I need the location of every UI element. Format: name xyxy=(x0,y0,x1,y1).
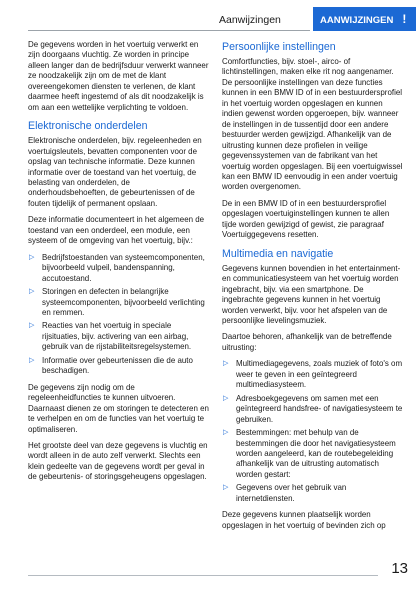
list-item xyxy=(28,321,210,352)
triangle-right-icon: ▷ xyxy=(29,322,35,330)
triangle-right-icon: ▷ xyxy=(223,394,229,402)
running-header-tab xyxy=(313,7,416,31)
list-item-text: Gegevens over het gebruik van internetdiensten. xyxy=(236,483,347,503)
paragraph: De gegevens zijn nodig om de regeleenheidfuncties te kunnen uitvoeren. Daarnaast dienen ze om storingen te detecteren en te verhelpen en om de functies van het voertuig te optimaliseren. xyxy=(28,382,209,434)
page-number: 13 xyxy=(391,560,408,577)
paragraph: Comfortfuncties, bijv. stoel-, airco- of lichtinstellingen, maken elke rit nog aangenamer. De persoonlijke instellingen van deze functies kunnen in een BMW ID of in een bestuurdersprofiel in het voertuig worden opgeslagen en kunnen indien gewenst worden opgeroepen, bijv. wanneer de instellingen in de tussentijd door een andere bestuurder werden gewijzigd. Afhankelijk van de uitrusting kunnen deze profielen in veilige gegevenssystemen van de fabrikant van het voertuig worden opgeslagen. Bij een voertuigwissel kan een BMW ID eenvoudig in een ander voertuig worden overgenomen. xyxy=(222,57,403,192)
triangle-right-icon: ▷ xyxy=(29,288,35,296)
header-tab-label: AANWIJZINGEN xyxy=(320,15,394,26)
triangle-right-icon: ▷ xyxy=(29,356,35,364)
list-item-text: Storingen en defecten in belangrijke systeemcomponenten, bijvoorbeeld verlichting en remmen. xyxy=(42,287,205,317)
list-item-text: Bestemmingen: met behulp van de bestemmingen die door het navigatiesysteem worden aangeleerd, kan de routebegeleiding afhankelijk van de uitrusting automatisch worden gestart: xyxy=(236,428,396,479)
list-item-text: Adresboekgegevens om samen met een geïntegreerd handsfree- of navigatiesysteem te gebruiken. xyxy=(236,393,403,424)
paragraph: Daartoe behoren, afhankelijk van de betreffende uitrusting: xyxy=(222,332,392,352)
exclamation-icon: ! xyxy=(402,12,407,26)
list-item xyxy=(28,287,210,318)
list-item-text: Informatie over gebeurtenissen die de auto beschadigen. xyxy=(42,355,193,376)
triangle-right-icon: ▷ xyxy=(223,484,229,492)
list-item xyxy=(28,253,210,284)
paragraph: Deze gegevens kunnen plaatselijk worden opgeslagen in het voertuig of bevinden zich op xyxy=(222,510,386,530)
paragraph: Gegevens kunnen bovendien in het entertainment- en communicatiesysteem van het voertuig worden ingebracht, bijv. via een smartphone. De ingebrachte gegevens kunnen in het voertuig worden verwerkt, bijv. voor het afspelen van de persoonlijke lievelingsmuziek. xyxy=(222,263,401,325)
list-item xyxy=(28,356,210,377)
section-heading-personal: Persoonlijke instellingen xyxy=(222,41,336,53)
header-divider xyxy=(28,30,310,31)
left-column xyxy=(28,40,210,489)
triangle-right-icon: ▷ xyxy=(223,429,229,437)
right-column xyxy=(222,40,405,537)
bullet-list xyxy=(222,359,405,504)
paragraph: Elektronische onderdelen, bijv. regeleenheden en voertuigsleutels, bevatten componenten voor de opslag van technische informatie. Deze kunnen informatie over de toestand van het voertuig, de belasting van onderdelen, de onderhoudsbehoeften, de gebeurtenissen of de fouten tijdelijk of permanent opslaan. xyxy=(28,136,202,208)
running-header-section: Aanwijzingen xyxy=(219,14,281,26)
list-item xyxy=(222,483,405,504)
paragraph: Deze informatie documenteert in het algemeen de toestand van een onderdeel, een module, een systeem of de omgeving van het voertuig, bijv.: xyxy=(28,215,205,246)
paragraph: Het grootste deel van deze gegevens is vluchtig en wordt alleen in de auto zelf verwerkt. Slechts een klein gedeelte van de gegevens wordt per geval in de gebeurtenis- of storingsgeheugens opgeslagen. xyxy=(28,440,208,482)
paragraph: De gegevens worden in het voertuig verwerkt en zijn doorgaans vluchtig. Ze worden in principe alleen langer dan de bedrijfsduur verwerkt wanneer ze noodzakelijk zijn om de met de klant overeengekomen diensten te verlenen, de klant daarmee heeft ingestemd of als dit noodzakelijk is om aan een wettelijke verplichting te voldoen. xyxy=(28,40,209,112)
footer-divider xyxy=(28,575,378,576)
triangle-right-icon: ▷ xyxy=(223,360,229,368)
list-item-text: Reacties van het voertuig in speciale rijsituaties, bijv. activering van een airbag, gebruik van de rijstabiliteitsregelsystemen. xyxy=(42,321,192,352)
triangle-right-icon: ▷ xyxy=(29,253,35,261)
list-item xyxy=(222,428,405,480)
bullet-list xyxy=(28,253,210,377)
list-item-text: Bedrijfstoestanden van systeemcomponenten, bijvoorbeeld vulpeil, bandenspanning, accutoestand. xyxy=(42,252,205,283)
section-heading-multimedia: Multimedia en navigatie xyxy=(222,247,334,260)
paragraph: De in een BMW ID of in een bestuurdersprofiel opgeslagen voertuiginstellingen kunnen te allen tijde worden gewijzigd of gewist, zie paragraaf Voertuiggegevens resetten. xyxy=(222,198,390,240)
list-item xyxy=(222,394,405,425)
list-item-text: Multimediagegevens, zoals muziek of foto's om weer te geven in een geïntegreerd multimediasysteem. xyxy=(236,359,403,390)
list-item xyxy=(222,359,405,390)
section-heading-electronic: Elektronische onderdelen xyxy=(28,120,148,133)
